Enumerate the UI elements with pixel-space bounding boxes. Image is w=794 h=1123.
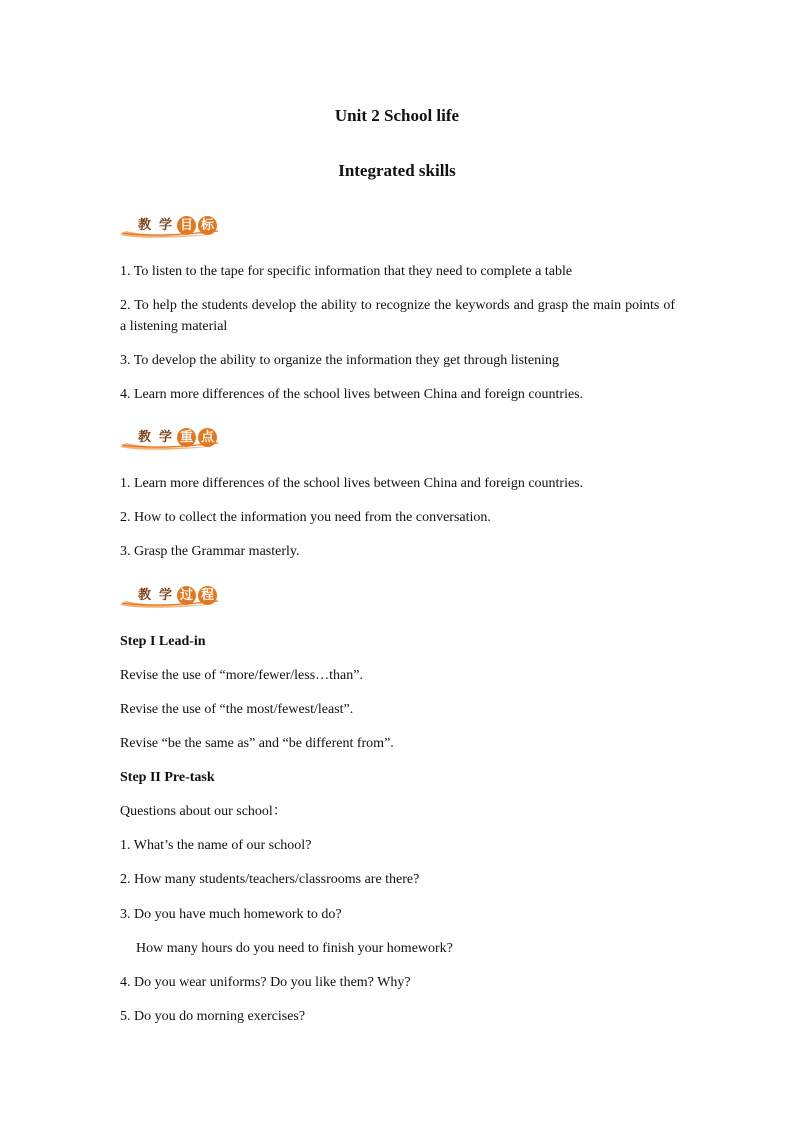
- objective-item: 4. Learn more differences of the school lives between China and foreign countries.: [120, 387, 584, 402]
- badge-char-highlight: 重: [177, 428, 196, 447]
- question-subitem: How many hours do you need to finish your homework?: [136, 941, 453, 956]
- key-points-badge: [118, 424, 228, 452]
- step2-intro: Questions about our school：: [120, 804, 287, 819]
- step1-line: Revise “be the same as” and “be different from”.: [120, 736, 394, 751]
- badge-char: 学: [158, 588, 172, 603]
- objectives-badge: [118, 212, 228, 240]
- badge-char: 学: [158, 218, 172, 233]
- badge-char-highlight: 过: [177, 586, 196, 605]
- badge-char-highlight: 标: [198, 216, 217, 235]
- question-item: 1. What’s the name of our school?: [120, 838, 312, 853]
- unit-title: Unit 2 School life: [334, 106, 460, 125]
- objective-item: 3. To develop the ability to organize the information they get through listening: [120, 353, 560, 368]
- question-item: 2. How many students/teachers/classrooms are there?: [120, 872, 420, 887]
- badge-char: 教: [137, 588, 151, 603]
- lesson-title: Integrated skills: [338, 161, 456, 180]
- step2-heading: Step II Pre-task: [120, 770, 215, 785]
- question-item: 5. Do you do morning exercises?: [120, 1009, 306, 1024]
- step1-line: Revise the use of “the most/fewest/least”.: [120, 702, 354, 717]
- badge-char: 教: [137, 430, 151, 445]
- process-badge: [118, 582, 228, 610]
- key-point-item: 1. Learn more differences of the school lives between China and foreign countries.: [120, 476, 584, 491]
- objective-item: 1. To listen to the tape for specific information that they need to complete a table: [120, 264, 573, 279]
- badge-char-highlight: 目: [177, 216, 196, 235]
- step1-heading: Step I Lead-in: [120, 634, 206, 649]
- step1-line: Revise the use of “more/fewer/less…than”.: [120, 668, 363, 683]
- badge-char: 教: [137, 218, 151, 233]
- key-point-item: 3. Grasp the Grammar masterly.: [120, 544, 300, 559]
- key-point-item: 2. How to collect the information you need from the conversation.: [120, 510, 491, 525]
- badge-char-highlight: 点: [198, 428, 217, 447]
- badge-char: 学: [158, 430, 172, 445]
- question-item: 3. Do you have much homework to do?: [120, 907, 342, 922]
- question-item: 4. Do you wear uniforms? Do you like them? Why?: [120, 975, 411, 990]
- badge-char-highlight: 程: [198, 586, 217, 605]
- objective-item: 2. To help the students develop the ability to recognize the keywords and grasp the main points of a listening material: [120, 298, 675, 334]
